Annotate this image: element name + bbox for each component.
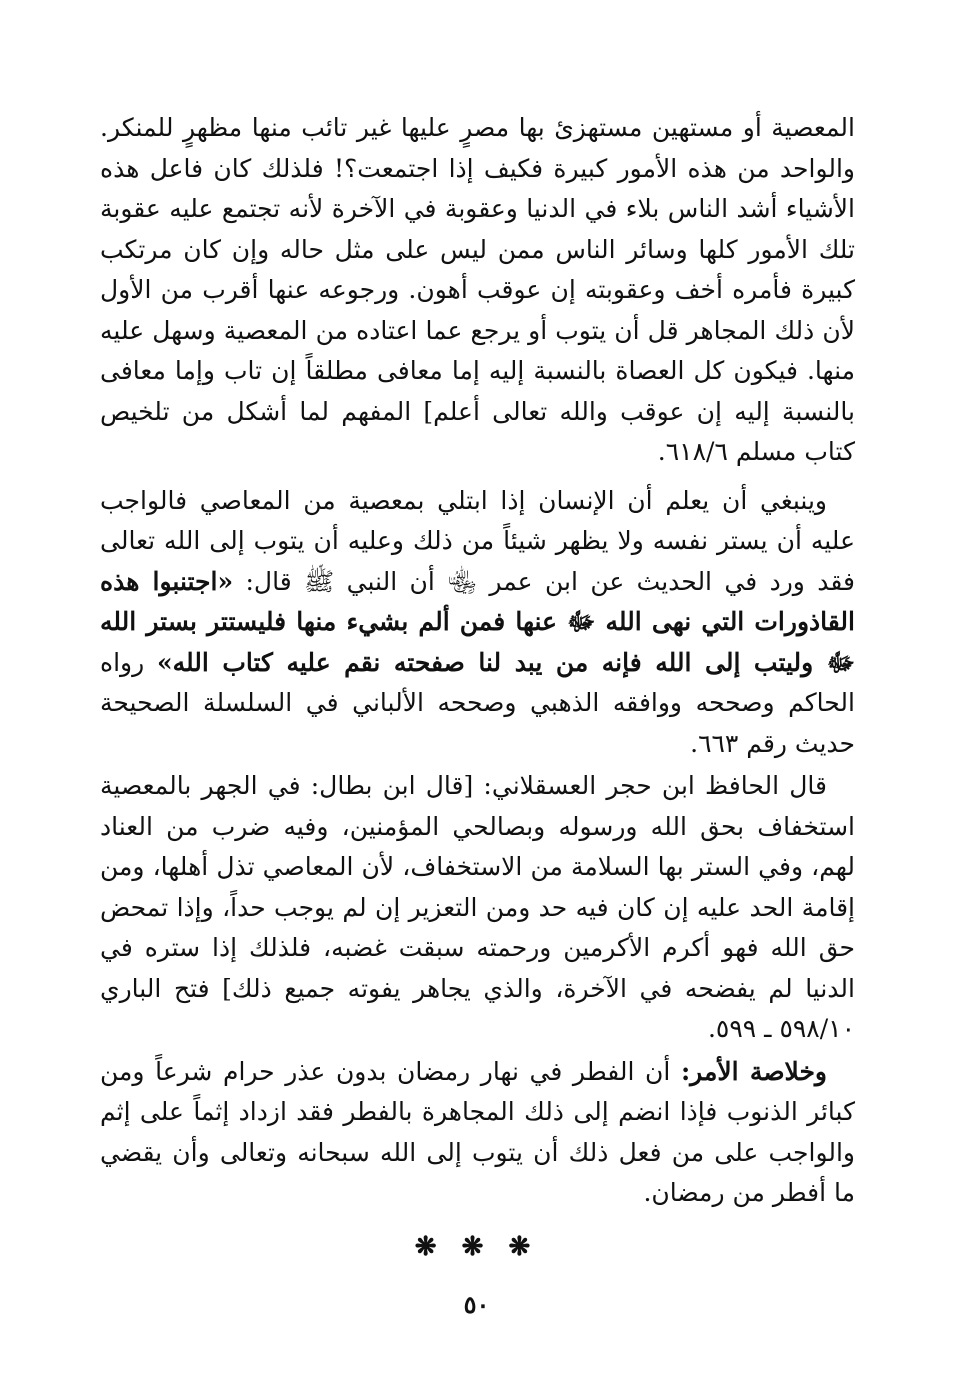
paragraph-2-intro: وينبغي أن يعلم أن الإنسان إذا ابتلي بمعصية من المعاصي فالواجب عليه أن يستر نفسه ولا يظهر شيئاً من ذلك وعليه أن يتوب إلى الله تعالى فقد ورد في الحديث عن ابن عمر ﵄ أن النبي ﷺ قال: — [100, 485, 855, 596]
paragraph-1 — [100, 108, 855, 473]
paragraph-1-text: المعصية أو مستهين مستهزئ بها مصرٍ عليها غير تائب منها مظهرٍ للمنكر. والواحد من هذه الأمور كبيرة فكيف إذا اجتمعت؟! فلذلك كان فاعل هذه الأشياء أشد الناس بلاء في الدنيا وعقوبة في الآخرة لأنه تجتمع عليه عقوبة تلك الأمور كلها وسائر الناس ممن ليس على مثل حاله وإن كان مرتكب كبيرة فأمره أخف وعقوبته إن عوقب أهون. ورجوعه عنها أقرب من الأول لأن ذلك المجاهر قل أن يتوب أو يرجع عما اعتاده من المعصية وسهل عليه منها. فيكون كل العصاة بالنسبة إليه إما معافى مطلقاً إن تاب وإما معافى بالنسبة إليه إن عوقب والله تعالى أعلم] المفهم لما أشكل من تلخيص كتاب مسلم ٦١٨/٦. — [100, 113, 855, 466]
paragraph-3 — [100, 766, 855, 1050]
paragraph-3-text: قال الحافظ ابن حجر العسقلاني: [قال ابن بطال: في الجهر بالمعصية استخفاف بحق الله ورسوله وبصالحي المؤمنين، وفيه ضرب من العناد لهم، وفي الستر بها السلامة من الاستخفاف، لأن المعاصي تذل أهلها، ومن إقامة الحد عليه إن كان فيه حد ومن التعزير إن لم يوجب حداً، وإذا تمحض حق الله فهو أكرم الأكرمين ورحمته سبقت غضبه، فلذلك إذا ستره في الدنيا لم يفضحه في الآخرة، والذي يجاهر يفوته جميع ذلك] فتح الباري ٥٩٨/١٠ ـ ٥٩٩. — [100, 771, 855, 1043]
page-number: ٥٠ — [463, 1290, 490, 1319]
paragraph-2 — [100, 481, 855, 765]
conclusion-label: وخلاصة الأمر: — [680, 1056, 827, 1086]
hadith-text: «اجتنبوا هذه القاذورات التي نهى الله ﷻ عنها فمن ألم بشيء منها فليستتر بستر الله ﷻ وليتب إلى الله فإنه من يبد لنا صفحته نقم عليه كتاب الله» — [100, 566, 855, 677]
paragraph-2-tail: رواه الحاكم وصححه ووافقه الذهبي وصححه الألباني في السلسلة الصحيحة حديث رقم ٦٦٣. — [100, 647, 855, 758]
page-body — [100, 108, 855, 1214]
paragraph-4-text: أن الفطر في نهار رمضان بدون عذر حرام شرعاً ومن كبائر الذنوب فإذا انضم إلى ذلك المجاهرة بالفطر فقد ازداد إثماً على إثم والواجب على من فعل ذلك أن يتوب إلى الله سبحانه وتعالى وأن يقضي ما أفطر من رمضان. — [100, 1056, 855, 1207]
section-separator: ❋ ❋ ❋ — [414, 1232, 539, 1262]
paragraph-4 — [100, 1052, 855, 1214]
